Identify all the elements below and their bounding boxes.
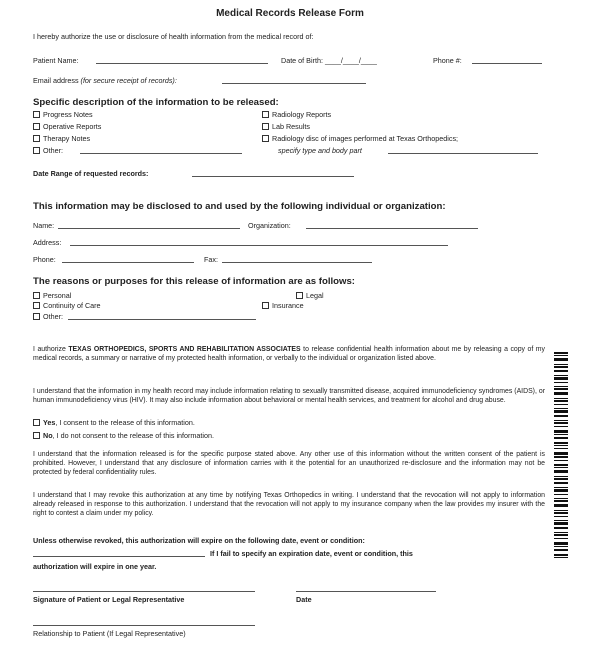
barcode-bar [554, 520, 568, 521]
purpose-paragraph: I understand that the information released is for the specific purpose stated above. Any other use of this information without the written consent of the patient is prohibited. However, I understand that any disclosure of information carries with it the potential for an unauthorized re-disclosure and the information may not be protected by federal confidentiality rules. [33, 451, 545, 476]
intro-text: I hereby authorize the use or disclosure of health information from the medical record of: [33, 32, 314, 41]
checkbox-radiology-reports[interactable]: Radiology Reports [262, 110, 331, 119]
signature-date-label: Date [296, 595, 312, 604]
section-info-heading: Specific description of the information to be released: [33, 97, 279, 108]
barcode-bar [554, 512, 568, 514]
address-label: Address: [33, 238, 62, 247]
checkbox-other-info[interactable]: Other: [33, 146, 63, 155]
barcode-bar [554, 366, 568, 368]
barcode-bar [554, 532, 568, 533]
expiration-field[interactable] [33, 556, 205, 557]
email-label [33, 76, 177, 85]
patient-name-label: Patient Name: [33, 56, 79, 65]
company-name: TEXAS ORTHOPEDICS, SPORTS AND REHABILITATION ASSOCIATES [68, 346, 301, 353]
barcode-bar [554, 549, 568, 551]
fax-field[interactable] [222, 262, 372, 263]
barcode-bar [554, 422, 568, 424]
barcode-bar [554, 386, 568, 387]
barcode-bar [554, 467, 568, 468]
barcode-bar [554, 375, 568, 376]
checkbox-radiology-disc[interactable]: Radiology disc of images performed at Texas Orthopedics; [262, 134, 458, 143]
checkbox-lab-results[interactable]: Lab Results [262, 122, 310, 131]
barcode-icon [554, 352, 568, 578]
barcode-bar [554, 527, 568, 529]
consent-no-option[interactable]: No, I do not consent to the release of this information. [33, 431, 214, 440]
expiration-default: If I fail to specify an expiration date, event or condition, this [210, 549, 413, 558]
checkbox-operative-reports[interactable]: Operative Reports [33, 122, 101, 131]
body-part-note: specify type and body part [278, 146, 362, 155]
checkbox-personal[interactable]: Personal [33, 291, 71, 300]
barcode-bar [554, 388, 568, 390]
revocation-paragraph: I understand that I may revoke this authorization at any time by notifying Texas Orthopedics in writing. I understand that the revocation will not apply to information already released in response to this authorization. I understand that the revocation will not apply to my insurance company when the law provides my insurer with the right to contest a claim under my policy. [33, 492, 545, 517]
barcode-bar [554, 408, 568, 409]
barcode-bar [554, 445, 568, 446]
expiration-default-cont: authorization will expire in one year. [33, 562, 157, 571]
other-info-field[interactable] [80, 153, 242, 154]
barcode-bar [554, 437, 568, 439]
barcode-bar [554, 377, 568, 380]
checkbox-progress-notes[interactable]: Progress Notes [33, 110, 93, 119]
checkbox-icon[interactable] [33, 123, 40, 130]
sensitive-info-paragraph: I understand that the information in my health record may include information relating to sexually transmitted disease, acquired immunodeficiency syndromes (AIDS), or human immunodeficiency virus (HIV). It may also include information about behavioral or mental health services, and treatment for alcohol and drug abuse. [33, 388, 545, 404]
date-range-field[interactable] [192, 176, 354, 177]
barcode-bar [554, 430, 568, 433]
checkbox-other-purpose[interactable]: Other: [33, 312, 63, 321]
recipient-name-label: Name: [33, 221, 55, 230]
checkbox-icon[interactable] [33, 147, 40, 154]
checkbox-icon[interactable] [33, 292, 40, 299]
checkbox-icon[interactable] [33, 419, 40, 426]
other-purpose-field[interactable] [68, 319, 256, 320]
checkbox-insurance[interactable]: Insurance [262, 301, 304, 310]
barcode-bar [554, 482, 568, 484]
barcode-bar [554, 452, 568, 455]
checkbox-legal[interactable]: Legal [296, 291, 324, 300]
checkbox-therapy-notes[interactable]: Therapy Notes [33, 134, 90, 143]
dob-label: Date of Birth: ____/____/____ [281, 56, 377, 65]
barcode-bar [554, 460, 568, 461]
barcode-bar [554, 478, 568, 480]
barcode-bar [554, 534, 568, 536]
checkbox-icon[interactable] [33, 432, 40, 439]
consent-yes-option[interactable]: Yes, I consent to the release of this information. [33, 418, 195, 427]
barcode-bar [554, 489, 568, 492]
barcode-bar [554, 426, 568, 427]
expiration-statement: Unless otherwise revoked, this authorization will expire on the following date, event or condition: [33, 536, 365, 545]
email-label-text: Email address [33, 76, 79, 85]
barcode-bar [554, 546, 568, 547]
barcode-bar [554, 370, 568, 372]
section-purpose-heading: The reasons or purposes for this release of information are as follows: [33, 276, 355, 287]
checkbox-icon[interactable] [262, 302, 269, 309]
relationship-field[interactable] [33, 625, 255, 626]
barcode-bar [554, 434, 568, 435]
checkbox-icon[interactable] [296, 292, 303, 299]
relationship-label: Relationship to Patient (If Legal Representative) [33, 629, 186, 638]
barcode-bar [554, 498, 568, 499]
barcode-bar [554, 554, 568, 556]
barcode-bar [554, 364, 568, 365]
form-title: Medical Records Release Form [216, 8, 364, 19]
fax-label: Fax: [204, 255, 218, 264]
barcode-bar [554, 358, 568, 361]
barcode-bar [554, 355, 568, 356]
barcode-bar [554, 456, 568, 458]
recipient-phone-label: Phone: [33, 255, 56, 264]
recipient-name-field[interactable] [58, 228, 240, 229]
barcode-bar [554, 464, 568, 466]
checkbox-icon[interactable] [33, 111, 40, 118]
barcode-bar [554, 504, 568, 507]
barcode-bar [554, 510, 568, 511]
barcode-bar [554, 392, 568, 395]
organization-label: Organization: [248, 221, 291, 230]
signature-field[interactable] [33, 591, 255, 592]
body-part-field[interactable] [388, 153, 538, 154]
barcode-bar [554, 415, 568, 417]
address-field[interactable] [70, 245, 448, 246]
barcode-bar [554, 420, 568, 421]
section-recipient-heading: This information may be disclosed to and used by the following individual or organization: [33, 201, 446, 212]
checkbox-icon[interactable] [33, 302, 40, 309]
checkbox-icon[interactable] [262, 123, 269, 130]
barcode-bar [554, 538, 568, 539]
barcode-bar [554, 448, 568, 449]
barcode-bar [554, 557, 568, 558]
barcode-bar [554, 410, 568, 413]
barcode-bar [554, 470, 568, 473]
barcode-bar [554, 476, 568, 477]
barcode-bar [554, 352, 568, 354]
checkbox-icon[interactable] [262, 111, 269, 118]
patient-name-field[interactable] [96, 63, 268, 64]
barcode-bar [554, 404, 568, 405]
phone-field[interactable] [472, 63, 542, 64]
organization-field[interactable] [306, 228, 478, 229]
checkbox-continuity-of-care[interactable]: Continuity of Care [33, 301, 101, 310]
checkbox-icon[interactable] [33, 313, 40, 320]
authorization-paragraph: I authorize TEXAS ORTHOPEDICS, SPORTS AND REHABILITATION ASSOCIATES to release confidential health information about me by releasing a copy of my medical records, a summary or narrative of my protected health information, or verbally to the individual or organization listed above. [33, 346, 545, 362]
barcode-bar [554, 542, 568, 545]
checkbox-icon[interactable] [262, 135, 269, 142]
barcode-bar [554, 516, 568, 517]
email-field[interactable] [222, 83, 366, 84]
phone-label: Phone #: [433, 56, 462, 65]
barcode-bar [554, 522, 568, 525]
recipient-phone-field[interactable] [62, 262, 194, 263]
barcode-bar [554, 500, 568, 502]
barcode-bar [554, 400, 568, 402]
date-range-label: Date Range of requested records: [33, 169, 149, 178]
checkbox-icon[interactable] [33, 135, 40, 142]
barcode-bar [554, 382, 568, 383]
barcode-bar [554, 494, 568, 495]
barcode-bar [554, 442, 568, 444]
barcode-bar [554, 398, 568, 399]
barcode-bar [554, 487, 568, 488]
signature-date-field[interactable] [296, 591, 436, 592]
email-note: (for secure receipt of records): [80, 76, 177, 85]
signature-label: Signature of Patient or Legal Representative [33, 595, 185, 604]
